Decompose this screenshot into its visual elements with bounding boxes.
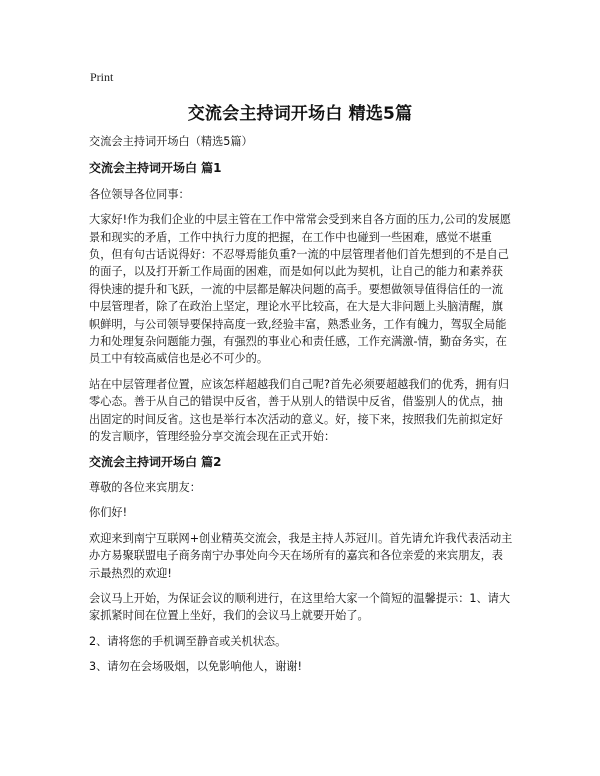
paragraph: 各位领导各位同事：	[89, 187, 190, 201]
paragraph: 3、请勿在会场吸烟，以免影响他人，谢谢!	[89, 660, 302, 674]
paragraph: 尊敬的各位来宾朋友：	[89, 480, 201, 494]
page-title: 交流会主持词开场白 精选5篇	[187, 104, 413, 124]
paragraph: 站在中层管理者位置，应该怎样超越我们自己呢?首先必须要超越我们的优秀，拥有归零心态。善于从自己的错误中反省，善于从别人的错误中反省，借鉴别人的优点，抽出固定的时间反省。这也是举行本次活动的意义。好，接下来，按照我们先前拟定好的发言顺序，管理经验分享交流会现在正式开始：	[89, 377, 509, 444]
paragraph: 大家好!作为我们企业的中层主管在工作中常常会受到来自各方面的压力,公司的发展愿景和现实的矛盾，工作中执行力度的把握，在工作中也碰到一些困难，感觉不堪重负，但有句古话说得好：不忍辱焉能负重?一流的中层管理者他们首先想到的不是自己的面子，以及打开新工作局面的困难，而是如何以此为契机，让自己的能力和素养获得快速的提升和飞跃，一流的中层都是解决问题的高手。要想做领导值得信任的一流中层管理者，除了在政治上坚定，理论水平比较高，在大是大非问题上头脑清醒，旗帜鲜明，与公司领导要保持高度一致,经验丰富，熟悉业务，工作有魄力，驾驭全局能力和处理复杂问题能力强，有强烈的事业心和责任感，工作充满激-情，勤奋务实，在员工中有较高威信也是必不可少的。	[89, 213, 511, 366]
print-label[interactable]: Print	[90, 70, 114, 84]
document-subtitle: 交流会主持词开场白（精选5篇）	[89, 135, 253, 148]
paragraph: 会议马上开始，为保证会议的顺利进行，在这里给大家一个简短的温馨提示：1、请大家抓紧时间在位置上坐好，我们的会议马上就要开始了。	[89, 591, 511, 623]
section-heading: 交流会主持词开场白 篇2	[89, 454, 222, 469]
document-body	[89, 133, 514, 684]
paragraph: 2、请将您的手机调至静音或关机状态。	[89, 634, 287, 648]
paragraph: 欢迎来到南宁互联网+创业精英交流会，我是主持人苏冠川。首先请允许我代表活动主办方易聚联盟电子商务南宁办事处向今天在场所有的嘉宾和各位亲爱的来宾朋友，表示最热烈的欢迎!	[89, 531, 513, 580]
paragraph: 你们好!	[89, 506, 128, 520]
section-heading: 交流会主持词开场白 篇1	[89, 161, 222, 176]
